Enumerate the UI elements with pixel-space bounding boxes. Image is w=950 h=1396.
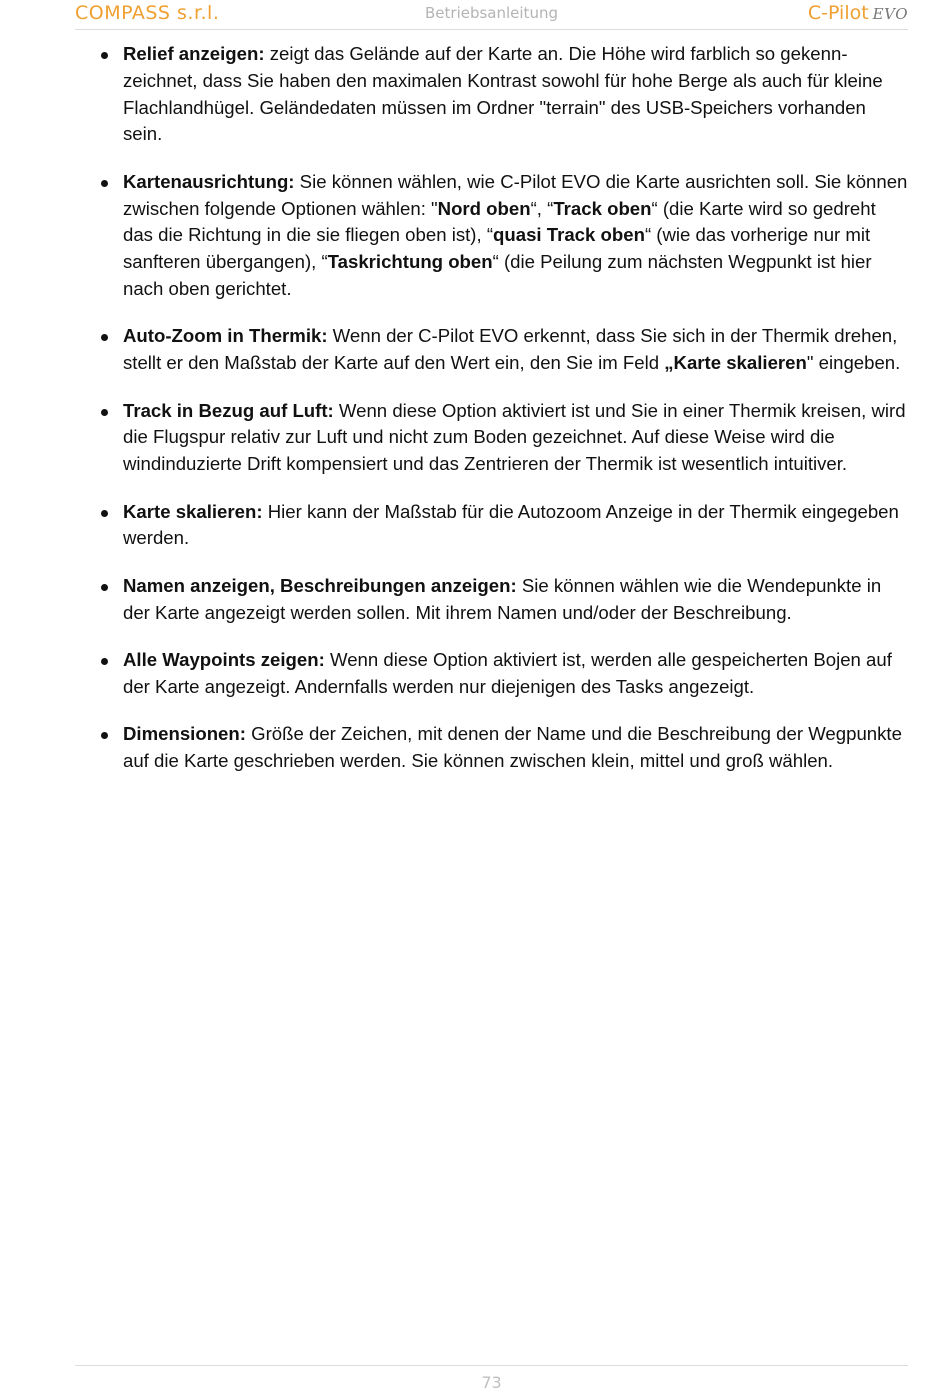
page-number: 73 — [481, 1373, 502, 1392]
list-item-namen-anzeigen — [75, 573, 910, 627]
company-logo-text: COMPASS s.r.l. — [75, 2, 220, 24]
item-term: Auto-Zoom in Thermik: — [123, 325, 328, 347]
settings-list — [75, 41, 910, 775]
list-item-alle-waypoints — [75, 647, 910, 701]
page-footer — [75, 1365, 908, 1392]
option-taskrichtung-oben: Taskrichtung oben — [327, 251, 493, 273]
item-term: Dimensionen: — [123, 723, 246, 745]
item-text: Wenn der C-Pilot EVO erkennt, dass Sie sich in der Thermik drehen, stellt er den Maßstab der Karte auf den Wert ein, den Sie im Feld — [123, 325, 898, 374]
item-term: Track in Bezug auf Luft: — [123, 399, 334, 421]
page-content — [75, 41, 910, 795]
list-item-karte-skalieren — [75, 499, 910, 553]
item-text: zeigt das Gelände auf der Karte an. Die Höhe wird farblich so gekennzeichnet, dass Sie haben den maximalen Kontrast sowohl für hohe Berge als auch für kleine Flachlandhügel. Geländedaten müssen im Ordner "terrain" des USB-Speichers vorhanden sein. — [123, 43, 883, 145]
option-nord-oben: Nord oben — [437, 197, 531, 219]
product-name-suffix: EVO — [872, 5, 908, 23]
item-text: Wenn diese Option aktiviert ist, werden alle gespeicherten Bojen auf der Karte angezeigt. Andernfalls werden nur diejenigen des Tasks angezeigt. — [123, 648, 892, 697]
item-text: “, “ — [530, 197, 554, 219]
option-quasi-track-oben: quasi Track oben — [493, 224, 645, 246]
bullet-icon — [101, 658, 108, 665]
list-item-auto-zoom — [75, 323, 910, 377]
product-name-main: C-Pilot — [807, 2, 869, 24]
item-text: “ (die Peilung zum nächsten Wegpunkt ist hier nach oben gerichtet. — [123, 251, 872, 299]
bullet-icon — [101, 732, 108, 739]
bullet-icon — [101, 409, 108, 416]
bullet-icon — [101, 584, 108, 591]
option-track-oben: Track oben — [553, 197, 652, 219]
item-term: Karte skalieren: — [123, 500, 263, 522]
list-item-track-luft — [75, 398, 910, 478]
item-text: Hier kann der Maßstab für die Autozoom Anzeige in der Thermik eingegeben werden. — [123, 500, 899, 549]
list-item-dimensionen — [75, 721, 910, 775]
field-karte-skalieren: „Karte skalieren — [664, 352, 807, 374]
item-text: Wenn diese Option aktiviert ist und Sie in einer Thermik kreisen, wird die Flugspur relativ zur Luft und nicht zum Boden gezeichnet. Auf diese Weise wird die windinduzierte Drift kompensiert und das Zentrieren der Thermik ist wesentlich intuitiver. — [123, 399, 906, 475]
item-text: " eingeben. — [806, 352, 901, 374]
bullet-icon — [101, 510, 108, 517]
list-item-kartenausrichtung — [75, 169, 910, 303]
item-term: Alle Waypoints zeigen: — [123, 648, 325, 670]
bullet-icon — [101, 52, 108, 59]
item-text: “ (wie das vorherige nur mit sanfteren übergangen), “ — [123, 224, 871, 273]
document-title: Betriebsanleitung — [425, 4, 558, 22]
bullet-icon — [101, 334, 108, 341]
item-text: Größe der Zeichen, mit denen der Name und die Beschreibung der Wegpunkte auf die Karte geschrieben werden. Sie können zwischen klein, mittel und groß wählen. — [123, 723, 902, 771]
list-item-relief — [75, 41, 910, 148]
item-term: Kartenausrichtung: — [123, 170, 295, 192]
page-header — [75, 0, 908, 30]
item-term: Namen anzeigen, Beschreibungen anzeigen: — [123, 574, 517, 596]
item-text: “ (die Karte wird so gedreht das die Richtung in die sie fliegen oben ist), “ — [123, 197, 876, 246]
product-name — [808, 2, 908, 24]
bullet-icon — [101, 180, 108, 187]
item-text: Sie können wählen, wie C-Pilot EVO die Karte ausrichten soll. Sie können zwischen folgende Optionen wählen: " — [123, 170, 908, 219]
item-text: Sie können wählen wie die Wendepunkte in der Karte angezeigt werden sollen. Mit ihrem Namen und/oder der Beschreibung. — [123, 574, 882, 623]
item-term: Relief anzeigen: — [123, 43, 265, 64]
